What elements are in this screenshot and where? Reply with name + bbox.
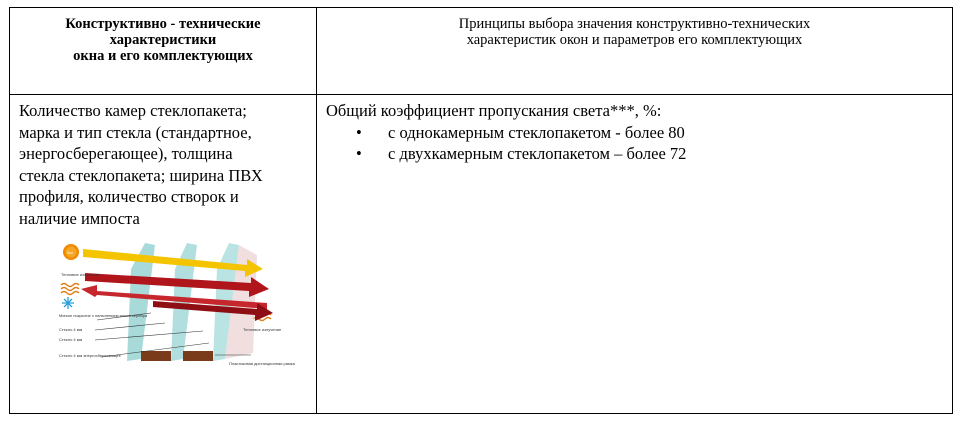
text-line: наличие импоста [19, 208, 140, 228]
label-coating: Мягкое покрытие с напылением ионов серебра [59, 313, 148, 318]
characteristics-cell [10, 95, 317, 414]
label-heat-right: Тепловое излучение [243, 327, 282, 332]
text-line: марка и тип стекла (стандартное, [19, 122, 252, 142]
snowflake-icon [62, 297, 74, 309]
list-item-text: с двухкамерным стеклопакетом – более 72 [388, 144, 687, 163]
text-line: энергосберегающее), толщина [19, 144, 233, 163]
bullet-icon: • [356, 144, 362, 163]
header-line: характеристик окон и параметров его комплектующих [466, 32, 803, 48]
label-glass4b: Стекло 4 мм [59, 337, 83, 342]
header-line: характеристики [109, 32, 217, 48]
heat-wave-icon [61, 284, 79, 295]
label-glass-energy: Стекло 4 мм энергосберегающее [59, 353, 121, 358]
header-line: Принципы выбора значения конструктивно-технических [458, 16, 811, 32]
transmission-intro: Общий коэффициент пропускания света***, %: [326, 101, 662, 120]
list-item-text: с однокамерным стеклопакетом - более 80 [388, 122, 685, 142]
label-spacer: Пластиковая дистанционная рамка [229, 361, 295, 366]
bullet-icon: • [356, 122, 362, 142]
header-line: Конструктивно - технические [65, 16, 261, 32]
text-line: стекла стеклопакета; ширина ПВХ [19, 165, 263, 185]
label-glass4a: Стекло 4 мм [59, 327, 83, 332]
header-line: окна и его комплектующих [73, 48, 253, 64]
list-item [326, 143, 946, 165]
header-cell-characteristics [10, 8, 317, 95]
text-line: Количество камер стеклопакета; [19, 101, 247, 120]
principles-cell [317, 95, 953, 414]
list-item [326, 122, 946, 144]
body-row [10, 95, 953, 414]
header-row [10, 8, 953, 95]
glazing-diagram-svg [57, 243, 297, 377]
bullet-list [326, 122, 946, 165]
header-cell-principles [317, 8, 953, 95]
label-heat: Тепловое излучение [61, 272, 100, 277]
spec-table [9, 7, 953, 414]
double-glazing-illustration [57, 243, 297, 377]
label-sun: Sun [67, 251, 74, 255]
text-line: профиля, количество створок и [19, 187, 239, 206]
